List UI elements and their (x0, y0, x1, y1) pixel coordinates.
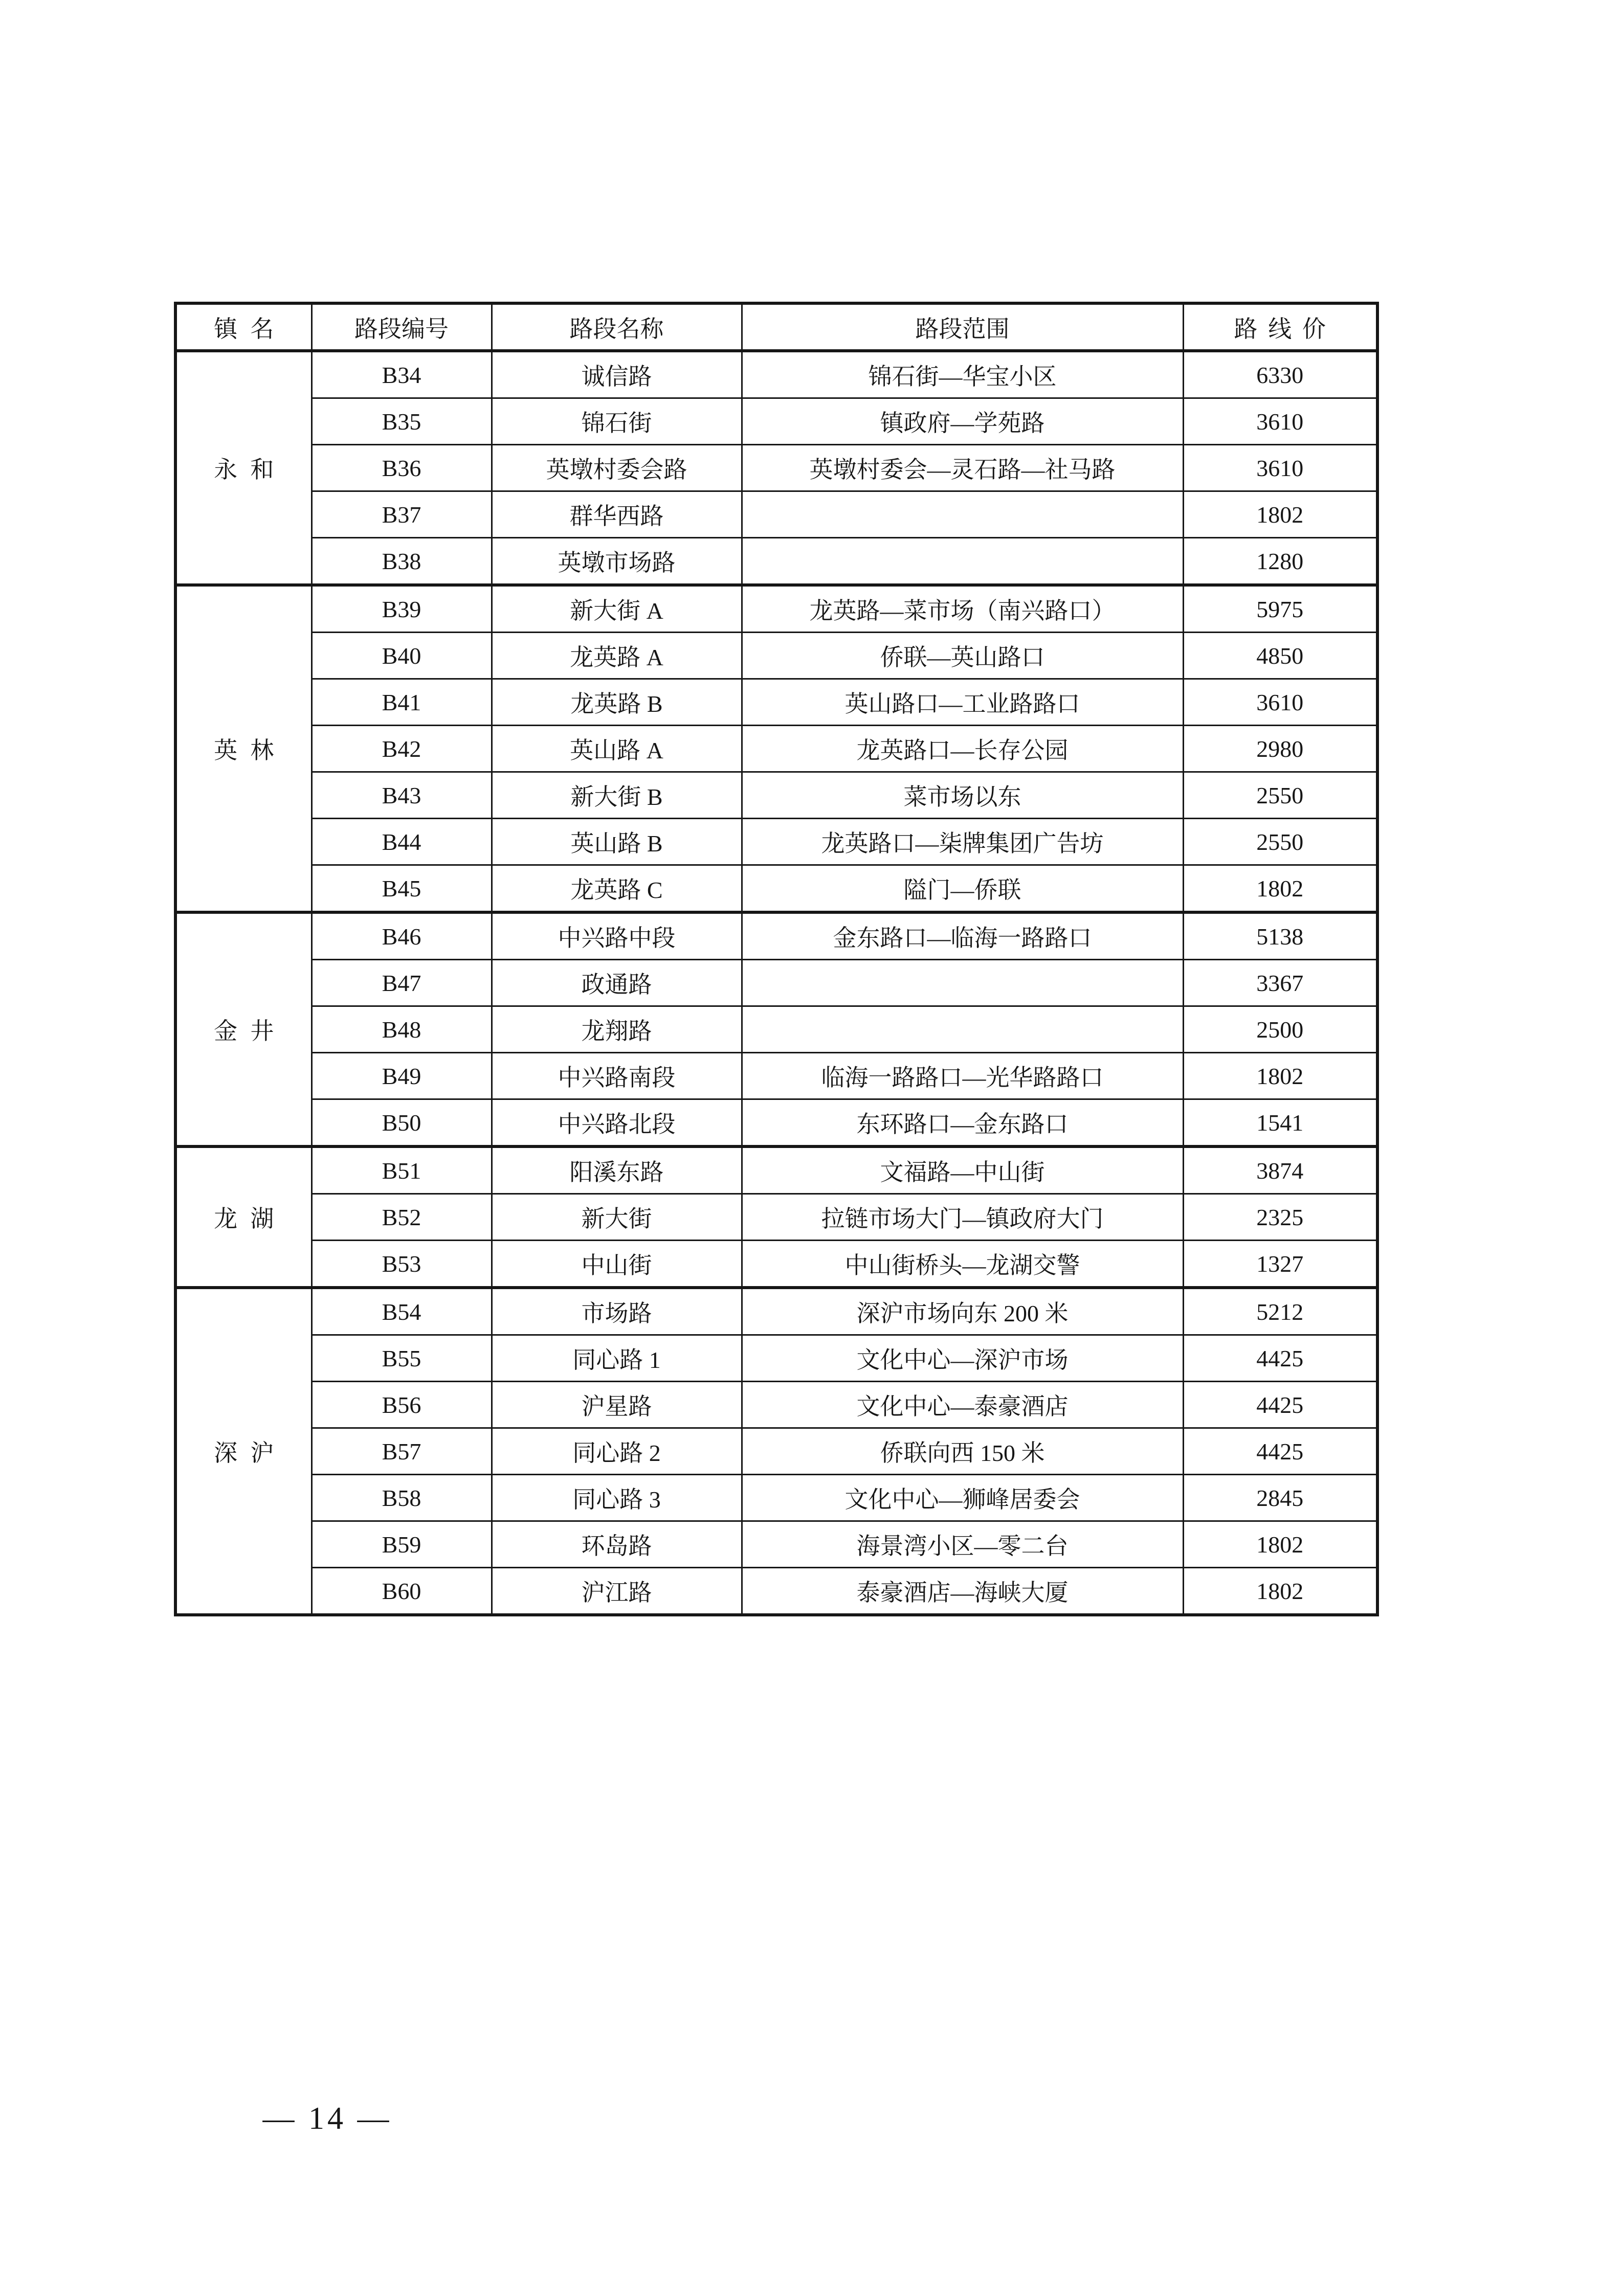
segment-name-cell: 英山路 B (492, 819, 742, 865)
town-cell: 金井 (175, 912, 312, 1146)
segment-range-cell: 侨联向西 150 米 (742, 1428, 1183, 1475)
segment-range-cell: 文化中心—深沪市场 (742, 1335, 1183, 1382)
segment-range-cell: 文化中心—狮峰居委会 (742, 1475, 1183, 1521)
price-cell: 3367 (1183, 960, 1377, 1006)
segment-name-cell: 龙英路 A (492, 633, 742, 679)
road-price-table (174, 302, 1379, 1616)
table-row (175, 1521, 1377, 1568)
segment-name-cell: 英墩村委会路 (492, 445, 742, 491)
price-cell: 1802 (1183, 491, 1377, 538)
segment-name-cell: 新大街 A (492, 585, 742, 633)
town-cell: 英林 (175, 585, 312, 912)
segment-range-cell: 镇政府—学苑路 (742, 398, 1183, 445)
price-cell: 1802 (1183, 1521, 1377, 1568)
segment-code-cell: B53 (312, 1241, 492, 1288)
segment-code-cell: B57 (312, 1428, 492, 1475)
table-row (175, 912, 1377, 960)
segment-code-cell: B49 (312, 1053, 492, 1099)
segment-range-cell: 拉链市场大门—镇政府大门 (742, 1194, 1183, 1241)
table-row (175, 398, 1377, 445)
segment-code-cell: B45 (312, 865, 492, 913)
price-cell: 4425 (1183, 1335, 1377, 1382)
segment-range-cell: 金东路口—临海一路路口 (742, 912, 1183, 960)
segment-code-cell: B41 (312, 679, 492, 726)
segment-code-cell: B60 (312, 1568, 492, 1615)
segment-range-cell: 龙英路—菜市场（南兴路口） (742, 585, 1183, 633)
town-cell: 永和 (175, 351, 312, 585)
segment-code-cell: B59 (312, 1521, 492, 1568)
table-row (175, 1241, 1377, 1288)
segment-name-cell: 新大街 (492, 1194, 742, 1241)
table-row (175, 1099, 1377, 1147)
segment-range-cell: 文化中心—泰豪酒店 (742, 1382, 1183, 1428)
table-row (175, 772, 1377, 819)
segment-code-cell: B46 (312, 912, 492, 960)
column-header-4: 路线价 (1183, 303, 1377, 351)
segment-range-cell: 深沪市场向东 200 米 (742, 1288, 1183, 1335)
segment-code-cell: B58 (312, 1475, 492, 1521)
table-row (175, 491, 1377, 538)
table-body (175, 351, 1377, 1615)
table-header (175, 303, 1377, 351)
price-cell: 2550 (1183, 819, 1377, 865)
table-row (175, 585, 1377, 633)
segment-code-cell: B37 (312, 491, 492, 538)
segment-code-cell: B34 (312, 351, 492, 398)
segment-range-cell: 海景湾小区—零二台 (742, 1521, 1183, 1568)
table-row (175, 1288, 1377, 1335)
segment-name-cell: 中兴路南段 (492, 1053, 742, 1099)
price-cell: 5138 (1183, 912, 1377, 960)
segment-name-cell: 中兴路中段 (492, 912, 742, 960)
segment-code-cell: B40 (312, 633, 492, 679)
table-row (175, 1382, 1377, 1428)
table-row (175, 633, 1377, 679)
segment-range-cell: 临海一路路口—光华路路口 (742, 1053, 1183, 1099)
table-row (175, 865, 1377, 913)
segment-name-cell: 同心路 2 (492, 1428, 742, 1475)
price-cell: 5975 (1183, 585, 1377, 633)
price-cell: 2550 (1183, 772, 1377, 819)
table-row (175, 351, 1377, 398)
price-cell: 3610 (1183, 445, 1377, 491)
price-cell: 1327 (1183, 1241, 1377, 1288)
table-row (175, 1006, 1377, 1053)
town-cell: 龙湖 (175, 1146, 312, 1288)
segment-name-cell: 新大街 B (492, 772, 742, 819)
town-cell: 深沪 (175, 1288, 312, 1615)
table-row (175, 819, 1377, 865)
segment-code-cell: B39 (312, 585, 492, 633)
segment-name-cell: 政通路 (492, 960, 742, 1006)
price-cell: 1802 (1183, 1053, 1377, 1099)
segment-name-cell: 英墩市场路 (492, 538, 742, 586)
segment-name-cell: 龙英路 C (492, 865, 742, 913)
segment-name-cell: 英山路 A (492, 726, 742, 772)
segment-name-cell: 市场路 (492, 1288, 742, 1335)
segment-range-cell: 泰豪酒店—海峡大厦 (742, 1568, 1183, 1615)
table-row (175, 960, 1377, 1006)
segment-range-cell: 龙英路口—柒牌集团广告坊 (742, 819, 1183, 865)
page-number: — 14 — (262, 2101, 392, 2136)
segment-range-cell: 英山路口—工业路路口 (742, 679, 1183, 726)
segment-range-cell: 文福路—中山街 (742, 1146, 1183, 1194)
price-cell: 1802 (1183, 1568, 1377, 1615)
price-cell: 1280 (1183, 538, 1377, 586)
segment-name-cell: 阳溪东路 (492, 1146, 742, 1194)
price-cell: 2500 (1183, 1006, 1377, 1053)
segment-range-cell: 隘门—侨联 (742, 865, 1183, 913)
price-cell: 5212 (1183, 1288, 1377, 1335)
header-row (175, 303, 1377, 351)
segment-range-cell: 龙英路口—长存公园 (742, 726, 1183, 772)
segment-range-cell (742, 960, 1183, 1006)
column-header-0: 镇名 (175, 303, 312, 351)
segment-name-cell: 锦石街 (492, 398, 742, 445)
table-row (175, 1335, 1377, 1382)
segment-name-cell: 沪星路 (492, 1382, 742, 1428)
price-cell: 3610 (1183, 679, 1377, 726)
segment-name-cell: 龙翔路 (492, 1006, 742, 1053)
segment-code-cell: B56 (312, 1382, 492, 1428)
price-cell: 4425 (1183, 1428, 1377, 1475)
price-cell: 2325 (1183, 1194, 1377, 1241)
price-cell: 4850 (1183, 633, 1377, 679)
column-header-3: 路段范围 (742, 303, 1183, 351)
segment-range-cell: 侨联—英山路口 (742, 633, 1183, 679)
column-header-1: 路段编号 (312, 303, 492, 351)
table-row (175, 1146, 1377, 1194)
table-row (175, 679, 1377, 726)
segment-code-cell: B44 (312, 819, 492, 865)
segment-code-cell: B47 (312, 960, 492, 1006)
table-row (175, 1428, 1377, 1475)
column-header-2: 路段名称 (492, 303, 742, 351)
segment-code-cell: B36 (312, 445, 492, 491)
segment-range-cell: 中山街桥头—龙湖交警 (742, 1241, 1183, 1288)
segment-range-cell: 东环路口—金东路口 (742, 1099, 1183, 1147)
table-row (175, 1475, 1377, 1521)
segment-name-cell: 环岛路 (492, 1521, 742, 1568)
table-row (175, 1194, 1377, 1241)
table-row (175, 445, 1377, 491)
segment-range-cell: 锦石街—华宝小区 (742, 351, 1183, 398)
price-cell: 1541 (1183, 1099, 1377, 1147)
segment-code-cell: B55 (312, 1335, 492, 1382)
segment-range-cell: 英墩村委会—灵石路—社马路 (742, 445, 1183, 491)
price-cell: 3610 (1183, 398, 1377, 445)
segment-code-cell: B43 (312, 772, 492, 819)
price-cell: 4425 (1183, 1382, 1377, 1428)
segment-name-cell: 诚信路 (492, 351, 742, 398)
segment-name-cell: 中山街 (492, 1241, 742, 1288)
segment-code-cell: B35 (312, 398, 492, 445)
table-row (175, 1053, 1377, 1099)
segment-name-cell: 龙英路 B (492, 679, 742, 726)
segment-range-cell (742, 491, 1183, 538)
segment-name-cell: 群华西路 (492, 491, 742, 538)
segment-name-cell: 同心路 1 (492, 1335, 742, 1382)
price-cell: 2845 (1183, 1475, 1377, 1521)
price-cell: 6330 (1183, 351, 1377, 398)
segment-code-cell: B54 (312, 1288, 492, 1335)
segment-name-cell: 同心路 3 (492, 1475, 742, 1521)
price-cell: 3874 (1183, 1146, 1377, 1194)
segment-code-cell: B38 (312, 538, 492, 586)
price-cell: 1802 (1183, 865, 1377, 913)
segment-range-cell (742, 538, 1183, 586)
segment-code-cell: B48 (312, 1006, 492, 1053)
segment-range-cell: 菜市场以东 (742, 772, 1183, 819)
segment-code-cell: B42 (312, 726, 492, 772)
segment-code-cell: B52 (312, 1194, 492, 1241)
segment-name-cell: 沪江路 (492, 1568, 742, 1615)
segment-range-cell (742, 1006, 1183, 1053)
segment-code-cell: B50 (312, 1099, 492, 1147)
table-row (175, 726, 1377, 772)
price-cell: 2980 (1183, 726, 1377, 772)
segment-name-cell: 中兴路北段 (492, 1099, 742, 1147)
table-row (175, 538, 1377, 586)
table-row (175, 1568, 1377, 1615)
segment-code-cell: B51 (312, 1146, 492, 1194)
